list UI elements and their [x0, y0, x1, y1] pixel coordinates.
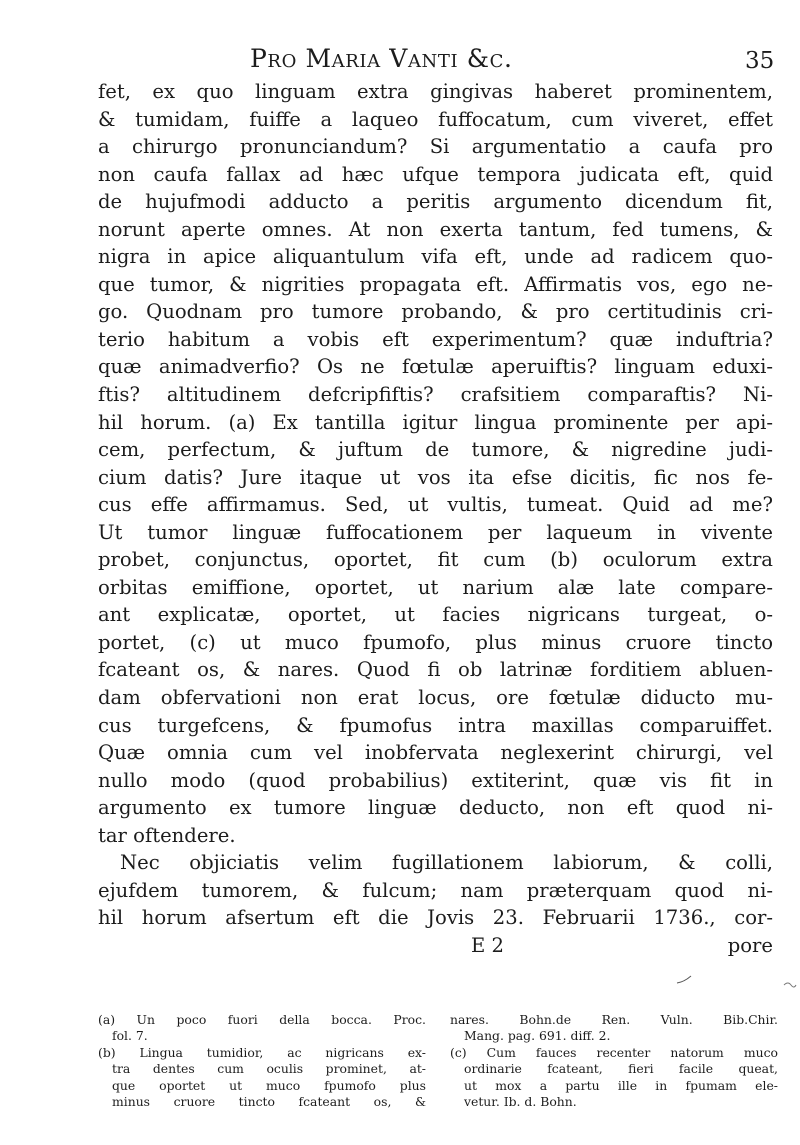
text-line: Ut tumor linguæ fuffocationem per laqueum in vivente — [98, 520, 773, 544]
text-line: go. Quodnam pro tumore probando, & pro certitudinis cri- — [98, 300, 773, 324]
text-line: a chirurgo pronunciandum? Si argumentatio a caufa pro — [98, 135, 773, 159]
text-line: cium datis? Jure itaque ut vos ita efse dicitis, fic nos fe- — [98, 465, 773, 489]
text-line: que tumor, & nigrities propagata eft. Affirmatis vos, ego ne- — [98, 272, 773, 296]
signature-line — [98, 932, 773, 960]
footnote-line: tra dentes cum oculis prominet, at- — [112, 1061, 426, 1077]
footnote-line: (b) Lingua tumidior, ac nigricans ex- — [98, 1044, 426, 1060]
text-line: non caufa fallax ad hæc ufque tempora judicata eft, quid — [98, 162, 773, 186]
text-line: orbitas emiffione, oportet, ut narium alæ late compare- — [98, 575, 773, 599]
footnotes-right-column — [450, 1012, 778, 1110]
footnote-line: ut mox a partu ille in fpumam ele- — [464, 1077, 778, 1093]
footnote-line: nares. Bohn.de Ren. Vuln. Bib.Chir. — [450, 1012, 778, 1027]
edge-mark — [783, 980, 797, 990]
text-line: cem, perfectum, & juftum de tumore, & nigredine judi- — [98, 438, 773, 462]
text-line: hil horum afsertum eft die Jovis 23. Februarii 1736., cor- — [98, 906, 773, 930]
text-line: ftis? altitudinem defcripfiftis? crafsitiem comparaftis? Ni- — [98, 383, 773, 407]
catchword: pore — [727, 933, 773, 957]
text-line: nullo modo (quod probabilius) extiterint, quæ vis fit in — [98, 768, 773, 792]
footnotes-left-column — [98, 1012, 426, 1110]
text-line: ant explicatæ, oportet, ut facies nigricans turgeat, o- — [98, 603, 773, 627]
text-line: Quæ omnia cum vel inobfervata neglexerint chirurgi, vel — [98, 741, 773, 765]
text-line: dam obfervationi non erat locus, ore fœtulæ diducto mu- — [98, 686, 773, 710]
text-line: probet, conjunctus, oportet, fit cum (b) oculorum extra — [98, 548, 773, 572]
signature-mark: E 2 — [471, 933, 504, 957]
text-line: portet, (c) ut muco fpumofo, plus minus cruore tincto — [98, 630, 773, 654]
text-line: cus turgefcens, & fpumofus intra maxillas comparuiffet. — [98, 713, 773, 737]
footnote-line: vetur. Ib. d. Bohn. — [464, 1094, 577, 1110]
footnote-line: (c) Cum fauces recenter natorum muco — [450, 1044, 778, 1060]
text-line: argumento ex tumore linguæ deducto, non eft quod ni- — [98, 796, 773, 820]
footnote-line: que oportet ut muco fpumofo plus — [112, 1077, 426, 1093]
text-line: hil horum. (a) Ex tantilla igitur lingua prominente per api- — [98, 410, 773, 434]
page-header — [0, 44, 800, 78]
paragraph-start-line: Nec objiciatis velim fugillationem labiorum, & colli, — [120, 851, 773, 875]
text-line: fet, ex quo linguam extra gingivas haberet prominentem, — [98, 80, 773, 103]
page-number: 35 — [745, 48, 775, 74]
text-line: cus effe affirmamus. Sed, ut vultis, tumeat. Quid ad me? — [98, 493, 773, 517]
text-line: tar oftendere. — [98, 823, 236, 847]
text-line: & tumidam, fuiffe a laqueo fuffocatum, cum viveret, effet — [98, 107, 773, 131]
text-line: fcateant os, & nares. Quod fi ob latrinæ forditiem abluen- — [98, 658, 773, 682]
text-line: de hujufmodi adducto a peritis argumento dicendum fit, — [98, 190, 773, 214]
footnote-line: (a) Un poco fuori della bocca. Proc. — [98, 1012, 426, 1027]
footnote-line: Mang. pag. 691. diff. 2. — [464, 1028, 611, 1044]
footnote-line: fol. 7. — [112, 1028, 148, 1044]
text-line: norunt aperte omnes. At non exerta tantum, fed tumens, & — [98, 217, 773, 241]
main-text — [98, 78, 773, 960]
stray-mark — [676, 975, 692, 985]
text-line: nigra in apice aliquantulum vifa eft, unde ad radicem quo- — [98, 245, 773, 269]
text-line: terio habitum a vobis eft experimentum? quæ induftria? — [98, 327, 773, 351]
text-line: ejufdem tumorem, & fulcum; nam præterquam quod ni- — [98, 878, 773, 902]
footnote-line: ordinarie fcateant, fieri facile queat, — [464, 1061, 778, 1077]
text-line: quæ animadverfio? Os ne fœtulæ aperuiftis? linguam eduxi- — [98, 355, 773, 379]
running-title: Pro Maria Vanti &c. — [250, 44, 513, 73]
footnote-line: minus cruore tincto fcateant os, & — [112, 1094, 426, 1110]
